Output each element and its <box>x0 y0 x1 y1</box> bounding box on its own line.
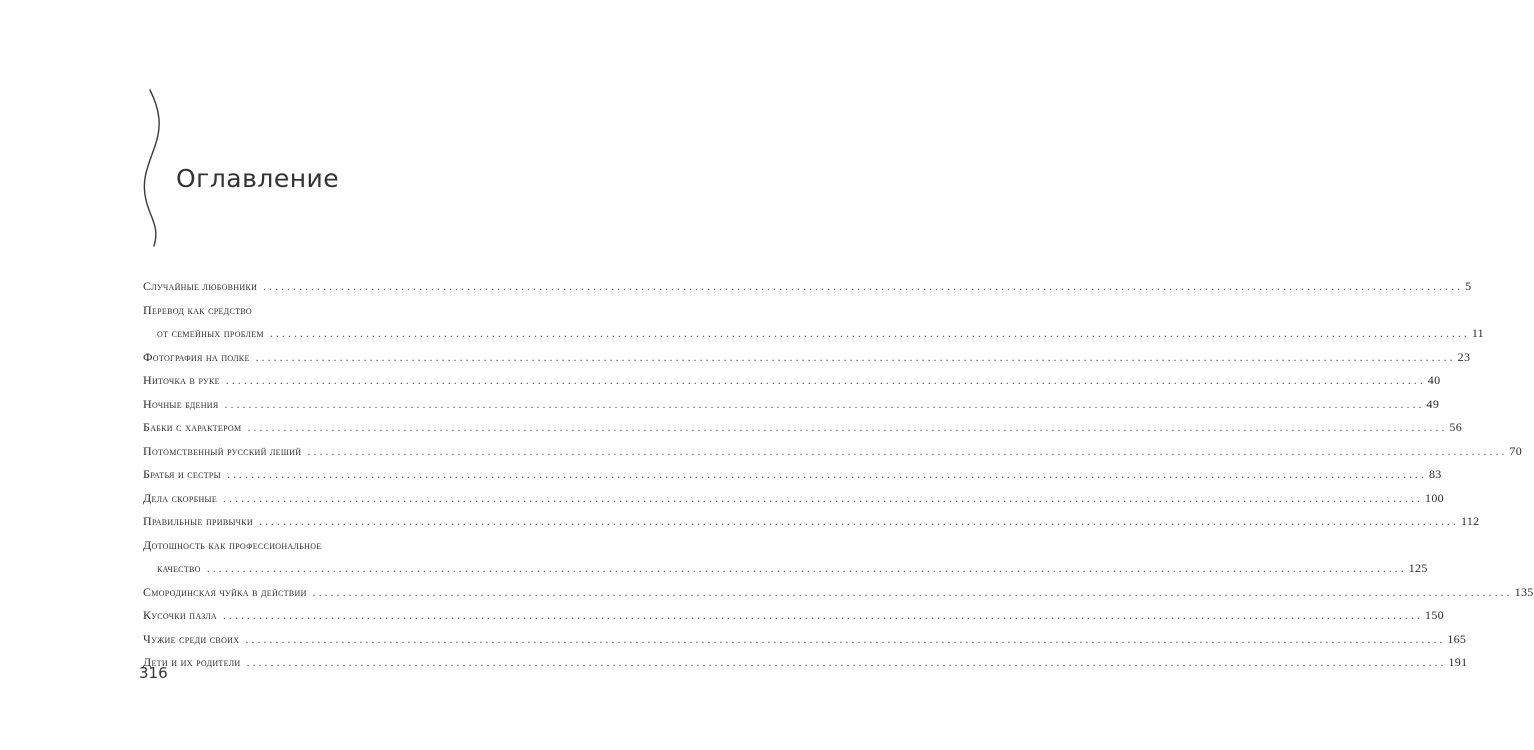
toc-entry-title: Смородинская чуйка в действии <box>143 584 307 599</box>
toc-entry[interactable] <box>143 537 1428 585</box>
toc-line <box>143 303 484 327</box>
toc-line <box>143 584 1534 609</box>
toc-page-number: 150 <box>1425 608 1444 622</box>
toc-entry[interactable] <box>143 514 1480 538</box>
toc-line <box>143 608 1444 632</box>
toc-page-number: 40 <box>1427 373 1441 387</box>
toc-line <box>143 631 1467 656</box>
toc-entry-title: Случайные любовники <box>143 279 258 293</box>
toc-entry-title: Потомственный русский леший <box>143 443 302 458</box>
toc-entry[interactable] <box>143 302 1484 350</box>
toc-leader-dots: ........................................................................................................................................................................................................ <box>225 373 1426 387</box>
toc-list <box>143 279 1534 679</box>
toc-entry[interactable] <box>143 279 1472 303</box>
toc-entry-title: Дотошность как профессиональное <box>143 537 322 552</box>
toc-leader-dots: ........................................................................................................................................................................................................ <box>263 279 1464 293</box>
toc-leader-dots: ........................................................................................................................................................................................................ <box>312 584 1513 599</box>
decorative-flourish-icon <box>138 88 168 248</box>
toc-line <box>143 373 1441 397</box>
toc-page-number: 11 <box>1471 326 1484 340</box>
toc-leader-dots: ........................................................................................................................................................................................................ <box>226 467 1427 481</box>
toc-leader-dots: ........................................................................................................................................................................................................ <box>245 631 1446 646</box>
toc-entry[interactable] <box>143 420 1463 444</box>
toc-page-number: 125 <box>1408 561 1428 575</box>
toc-entry-title: Ниточка в руке <box>143 373 220 387</box>
toc-entry[interactable] <box>143 490 1444 515</box>
toc-page-number: 56 <box>1449 420 1463 434</box>
toc-leader-dots: ........................................................................................................................................................................................................ <box>223 490 1424 505</box>
toc-leader-dots: ........................................................................................................................................................................................................ <box>258 514 1459 528</box>
toc-line <box>143 349 1471 374</box>
toc-line <box>143 443 1522 468</box>
toc-entry-title: Правильные привычки <box>143 514 253 528</box>
toc-page-number: 49 <box>1426 396 1440 411</box>
toc-page-number: 135 <box>1514 584 1534 599</box>
toc-leader-dots: ........................................................................................................................................................................................................ <box>247 420 1448 434</box>
toc-leader-dots: ........................................................................................................................................................................................................ <box>255 349 1456 364</box>
toc-page-number: 83 <box>1428 467 1442 481</box>
toc-entry[interactable] <box>143 584 1534 609</box>
toc-entry[interactable] <box>143 467 1442 491</box>
toc-line <box>143 467 1442 491</box>
toc-entry[interactable] <box>143 349 1471 374</box>
toc-entry-title: Ночные бдения <box>143 396 219 411</box>
toc-line <box>143 490 1444 515</box>
toc-leader-dots: ........................................................................................................................................................................................................ <box>224 396 1425 411</box>
toc-entry-title: Кусочки пазла <box>143 608 218 622</box>
toc-entry-title: от семейных проблем <box>157 326 264 340</box>
toc-entry-title: Чужие среди своих <box>143 631 240 646</box>
toc-entry-title: Фотография на полке <box>143 349 250 364</box>
toc-line <box>143 326 1484 350</box>
toc-leader-dots: ........................................................................................................................................................................................................ <box>307 443 1508 458</box>
toc-page-number: 23 <box>1457 349 1471 364</box>
toc-leader-dots: ........................................................................................................................................................................................................ <box>223 608 1424 622</box>
toc-page-number: 191 <box>1448 655 1468 669</box>
toc-entry[interactable] <box>143 608 1444 632</box>
page-number: 316 <box>139 664 168 682</box>
toc-entry-title: Перевод как средство <box>143 302 252 317</box>
toc-page-number: 165 <box>1447 631 1467 646</box>
toc-line <box>143 538 484 562</box>
toc-leader-dots: ........................................................................................................................................................................................................ <box>246 655 1447 669</box>
toc-line <box>143 514 1480 538</box>
toc-line <box>143 396 1440 421</box>
toc-entry-title: Бабки с характером <box>143 420 242 434</box>
toc-page-number: 70 <box>1509 443 1522 458</box>
toc-line <box>143 420 1463 444</box>
page-title: Оглавление <box>176 164 340 193</box>
toc-line <box>143 279 1472 303</box>
toc-page-number: 5 <box>1465 279 1472 293</box>
toc-page-number: 100 <box>1425 490 1444 505</box>
toc-entry[interactable] <box>143 655 1468 679</box>
toc-leader-dots: ........................................................................................................................................................................................................ <box>269 326 1470 340</box>
toc-entry[interactable] <box>143 443 1522 468</box>
toc-leader-dots: ........................................................................................................................................................................................................ <box>206 561 1407 575</box>
toc-entry-title: Дела скорбные <box>143 490 218 505</box>
toc-entry[interactable] <box>143 373 1441 397</box>
toc-entry-title: Братья и сестры <box>143 467 221 481</box>
toc-line <box>143 655 1468 679</box>
toc-entry-title: качество <box>157 561 201 575</box>
toc-entry[interactable] <box>143 631 1467 656</box>
toc-entry-title: Дети и их родители <box>143 655 241 669</box>
toc-entry[interactable] <box>143 396 1440 421</box>
toc-line <box>143 561 1428 585</box>
toc-page-number: 112 <box>1460 514 1480 528</box>
